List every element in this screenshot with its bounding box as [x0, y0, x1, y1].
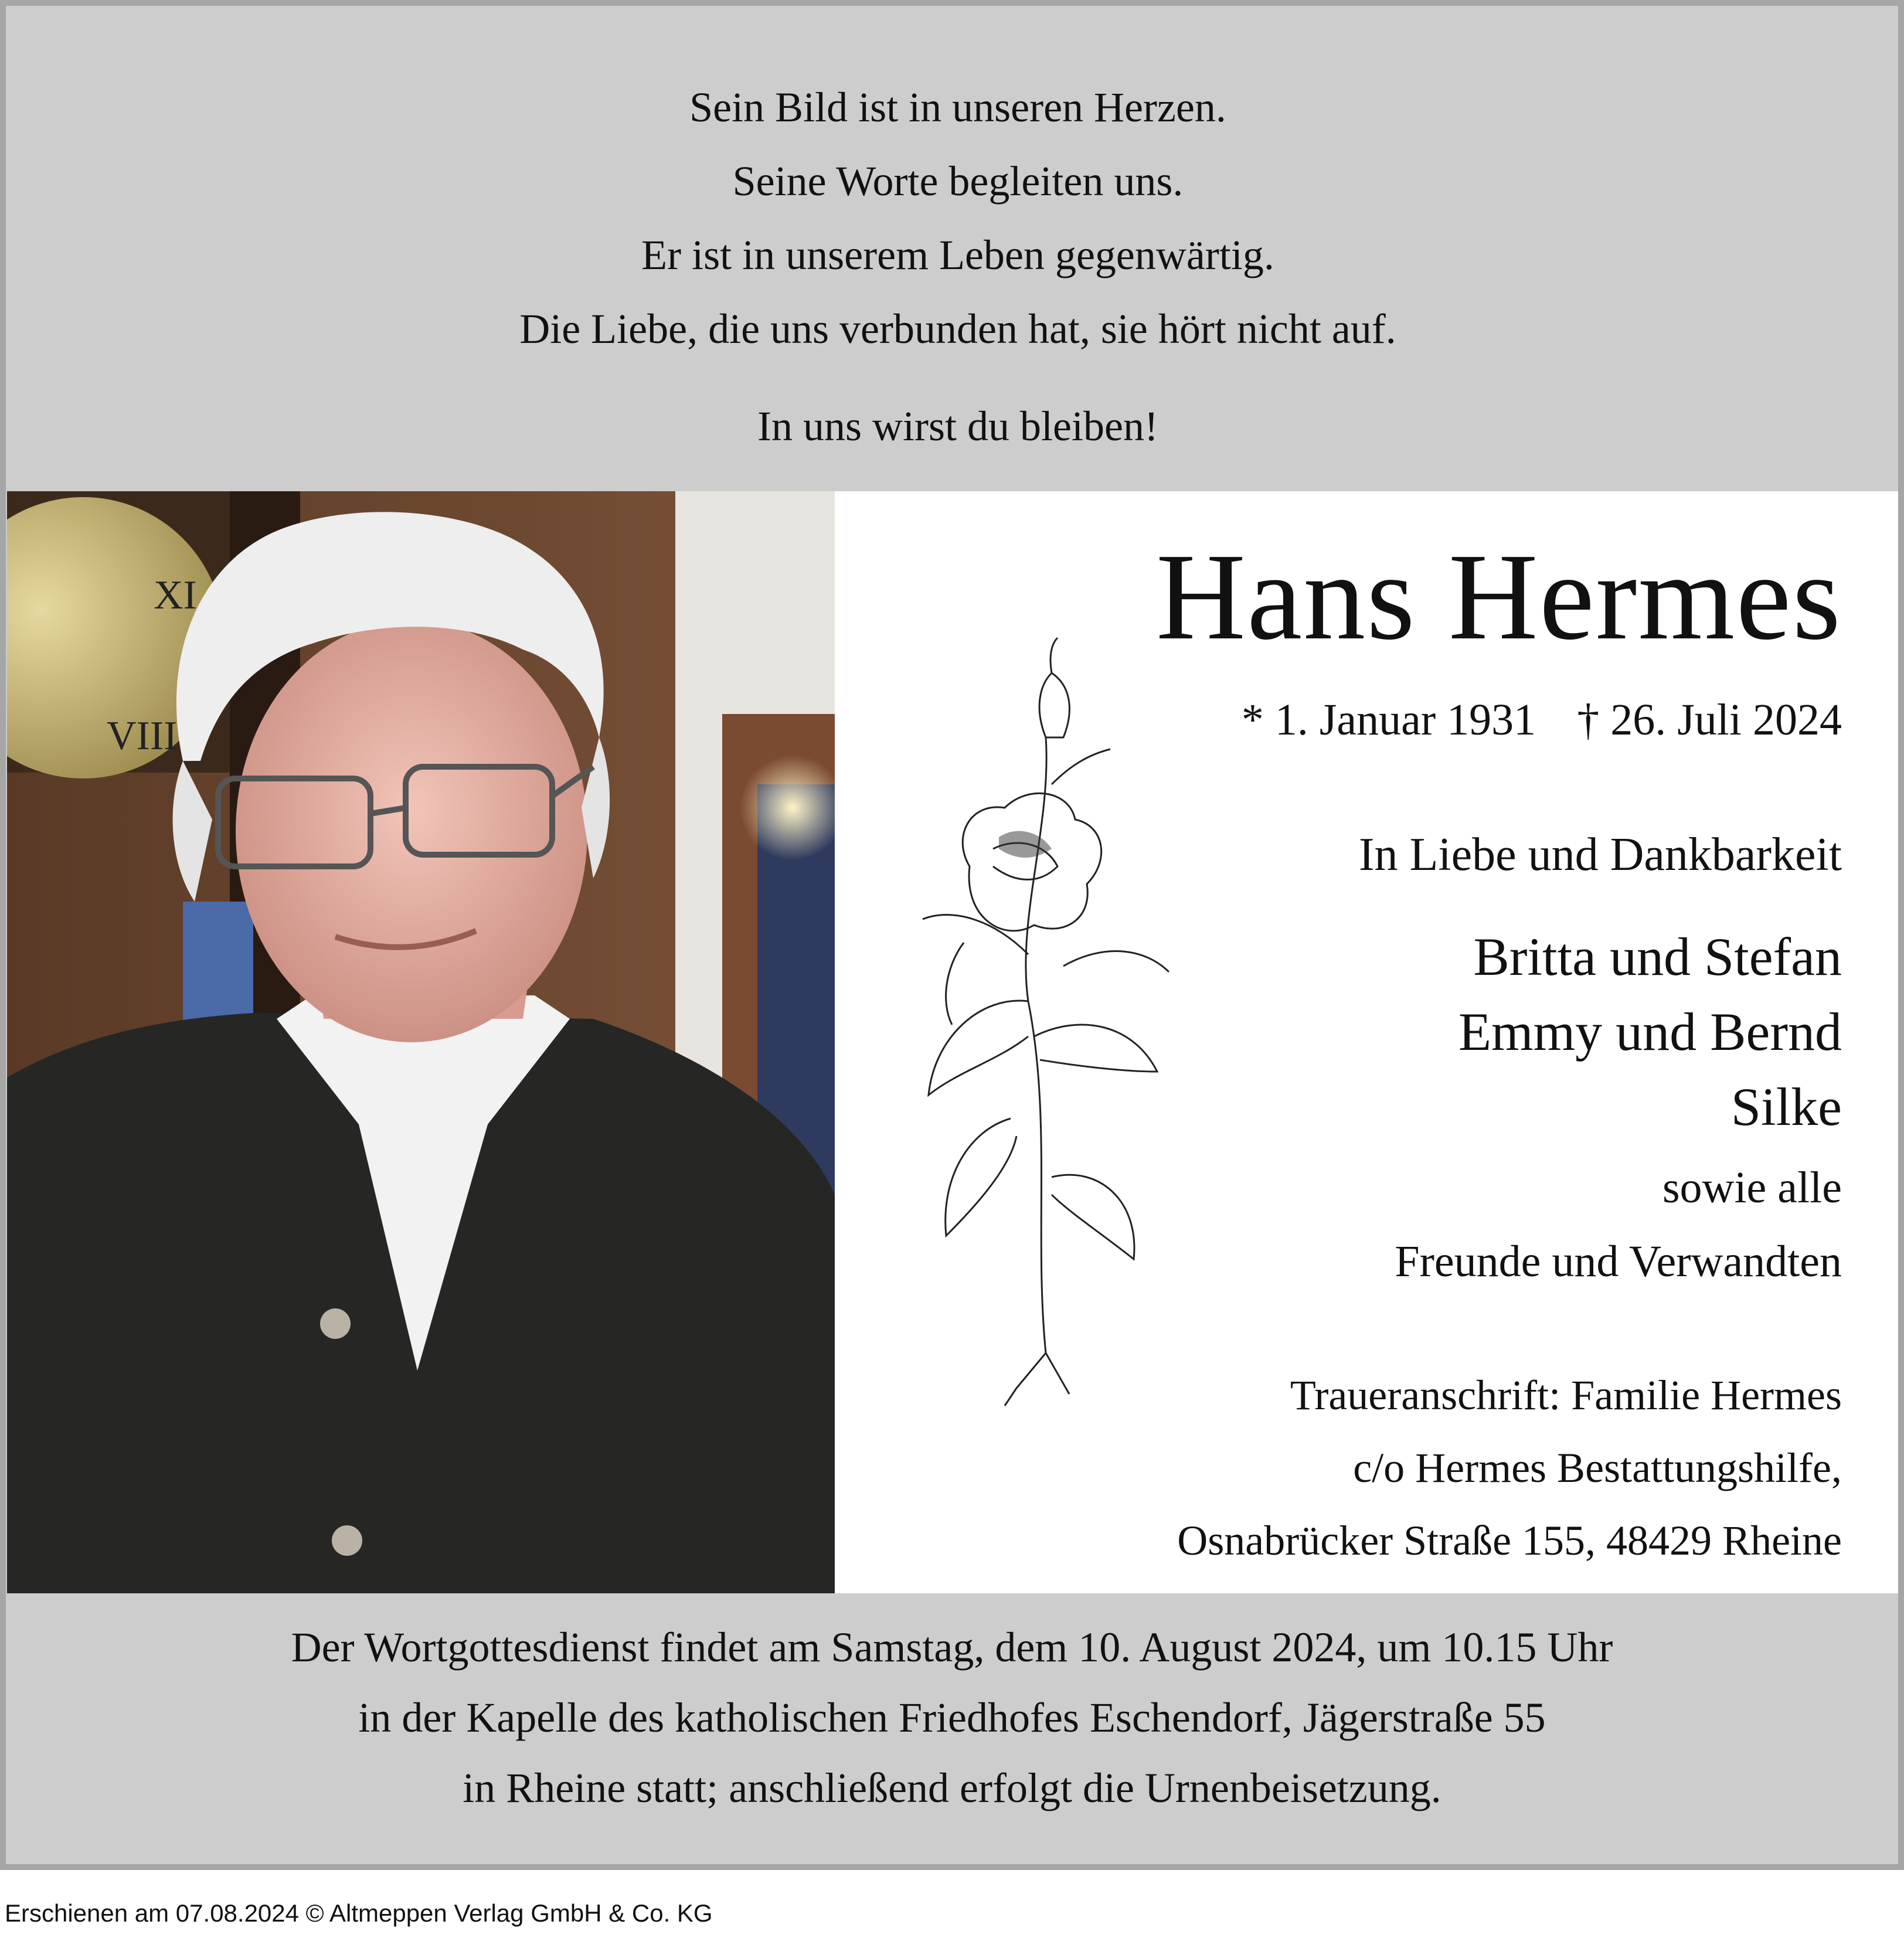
- verse-line: Die Liebe, die uns verbunden hat, sie hört nicht auf.: [519, 305, 1396, 352]
- publication-footer: Erschienen am 07.08.2024 © Altmeppen Verlag GmbH & Co. KG: [5, 1899, 713, 1927]
- portrait-photo: [7, 491, 835, 1593]
- mourning-address: [1177, 1359, 1842, 1577]
- mourner-name: Silke: [1730, 1077, 1842, 1137]
- obituary-card: [835, 491, 1898, 1593]
- service-line: in Rheine statt; anschließend erfolgt die Urnenbeisetzung.: [463, 1764, 1441, 1811]
- mourners-intro: In Liebe und Dankbarkeit: [1358, 829, 1842, 880]
- address-line: Osnabrücker Straße 155, 48429 Rheine: [1177, 1517, 1842, 1564]
- verse-line: Sein Bild ist in unseren Herzen.: [689, 84, 1226, 131]
- mourners-names: [1458, 919, 1842, 1144]
- address-line: c/o Hermes Bestattungshilfe,: [1353, 1444, 1842, 1491]
- verse-closing: In uns wirst du bleiben!: [757, 403, 1158, 450]
- verse-line: Seine Worte begleiten uns.: [732, 158, 1184, 205]
- address-line: Traueranschrift: Familie Hermes: [1290, 1372, 1842, 1419]
- mourner-name: Emmy und Bernd: [1458, 1002, 1842, 1062]
- mourner-name: Britta und Stefan: [1473, 927, 1842, 987]
- portrait-illustration: [7, 491, 835, 1593]
- service-line: Der Wortgottesdienst findet am Samstag, dem 10. August 2024, um 10.15 Uhr: [291, 1624, 1613, 1671]
- verse-line: Er ist in unserem Leben gegenwärtig.: [641, 232, 1274, 278]
- svg-text:XI: XI: [154, 573, 197, 618]
- mourners-friends: Freunde und Verwandten: [1395, 1237, 1842, 1286]
- rose-drawing-icon: [876, 591, 1216, 1412]
- deceased-name: Hans Hermes: [1156, 528, 1842, 665]
- service-line: in der Kapelle des katholischen Friedhofes Eschendorf, Jägerstraße 55: [358, 1694, 1546, 1741]
- life-dates: [1242, 691, 1842, 749]
- service-info: [6, 1612, 1898, 1823]
- mourners-others: [1395, 1151, 1842, 1298]
- birth-date: * 1. Januar 1931: [1241, 695, 1536, 744]
- mourners-also: sowie alle: [1662, 1163, 1842, 1212]
- svg-text:VIII: VIII: [107, 713, 178, 759]
- death-date: † 26. Juli 2024: [1577, 695, 1842, 744]
- verse-block: [12, 70, 1904, 463]
